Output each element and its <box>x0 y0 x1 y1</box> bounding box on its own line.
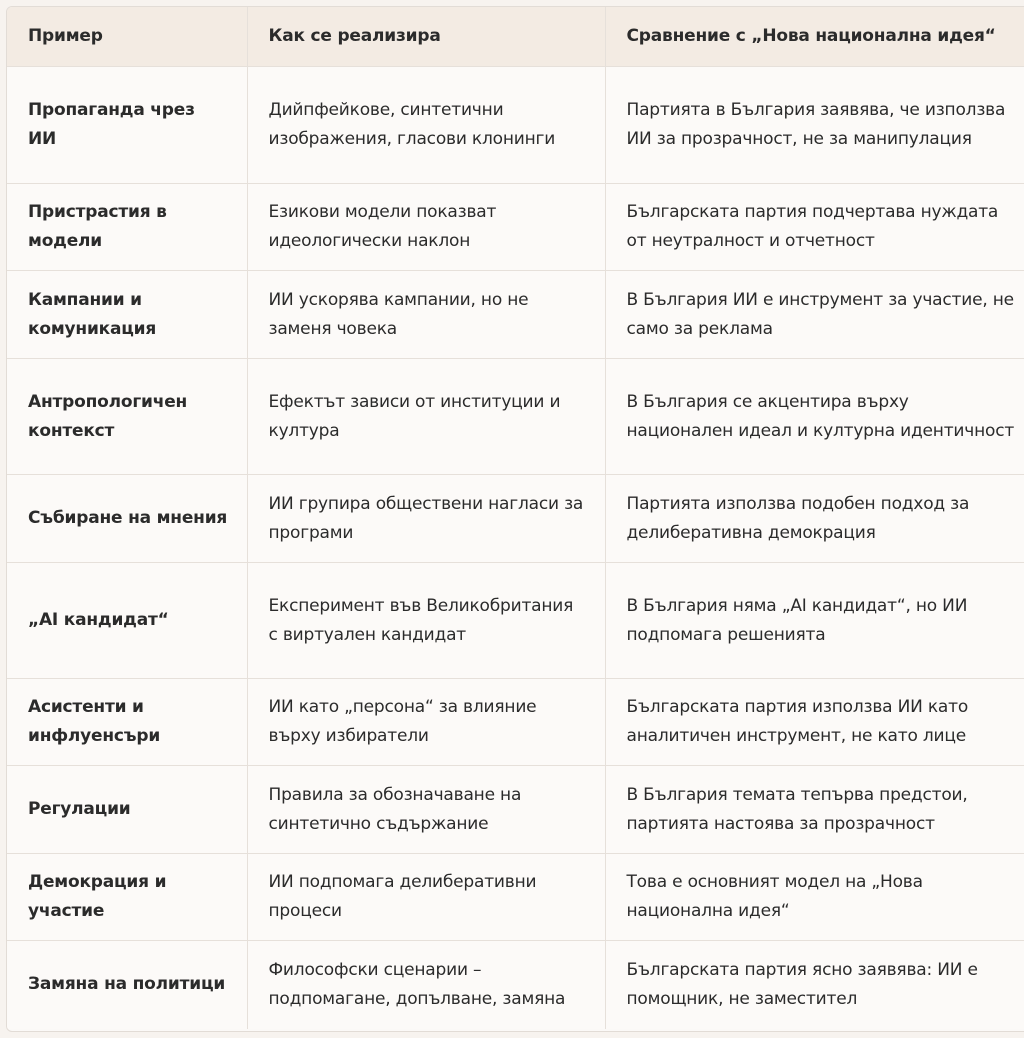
cell-comparison: Българската партия използва ИИ като аналитичен инструмент, не като лице <box>605 679 1024 766</box>
table-row <box>7 563 1024 679</box>
cell-comparison: В България ИИ е инструмент за участие, не само за реклама <box>605 271 1024 359</box>
cell-example: Демокрация и участие <box>7 854 247 941</box>
cell-how: ИИ като „персона“ за влияние върху избиратели <box>247 679 605 766</box>
cell-how: Правила за обозначаване на синтетично съдържание <box>247 766 605 854</box>
cell-example: Пристрастия в модели <box>7 184 247 271</box>
cell-example: Асистенти и инфлуенсъри <box>7 679 247 766</box>
cell-how: Философски сценарии – подпомагане, допълване, замяна <box>247 941 605 1029</box>
cell-how: Езикови модели показват идеологически наклон <box>247 184 605 271</box>
header-example: Пример <box>7 7 247 67</box>
cell-comparison: Партията използва подобен подход за делиберативна демокрация <box>605 475 1024 563</box>
header-how: Как се реализира <box>247 7 605 67</box>
cell-how: Дийпфейкове, синтетични изображения, гласови клонинги <box>247 67 605 184</box>
cell-how: ИИ групира обществени нагласи за програми <box>247 475 605 563</box>
cell-example: Антропологичен контекст <box>7 359 247 475</box>
comparison-table <box>7 7 1024 1029</box>
table-row <box>7 184 1024 271</box>
cell-how: Експеримент във Великобритания с виртуален кандидат <box>247 563 605 679</box>
cell-comparison: Българската партия ясно заявява: ИИ е помощник, не заместител <box>605 941 1024 1029</box>
cell-comparison: Това е основният модел на „Нова национална идея“ <box>605 854 1024 941</box>
table-row <box>7 271 1024 359</box>
table-row <box>7 475 1024 563</box>
table-row <box>7 67 1024 184</box>
table-header-row <box>7 7 1024 67</box>
cell-how: Ефектът зависи от институции и култура <box>247 359 605 475</box>
cell-example: Събиране на мнения <box>7 475 247 563</box>
table-row <box>7 854 1024 941</box>
comparison-table-container <box>6 6 1024 1032</box>
cell-example: Кампании и комуникация <box>7 271 247 359</box>
cell-example: Регулации <box>7 766 247 854</box>
table-row <box>7 679 1024 766</box>
cell-example: Замяна на политици <box>7 941 247 1029</box>
cell-comparison: В България се акцентира върху национален идеал и културна идентичност <box>605 359 1024 475</box>
cell-comparison: В България темата тепърва предстои, партията настоява за прозрачност <box>605 766 1024 854</box>
table-row <box>7 766 1024 854</box>
cell-comparison: В България няма „AI кандидат“, но ИИ подпомага решенията <box>605 563 1024 679</box>
cell-comparison: Партията в България заявява, че използва ИИ за прозрачност, не за манипулация <box>605 67 1024 184</box>
header-comparison: Сравнение с „Нова национална идея“ <box>605 7 1024 67</box>
table-row <box>7 359 1024 475</box>
cell-comparison: Българската партия подчертава нуждата от неутралност и отчетност <box>605 184 1024 271</box>
table-row <box>7 941 1024 1029</box>
cell-how: ИИ подпомага делиберативни процеси <box>247 854 605 941</box>
cell-example: „AI кандидат“ <box>7 563 247 679</box>
cell-example: Пропаганда чрез ИИ <box>7 67 247 184</box>
cell-how: ИИ ускорява кампании, но не заменя човека <box>247 271 605 359</box>
